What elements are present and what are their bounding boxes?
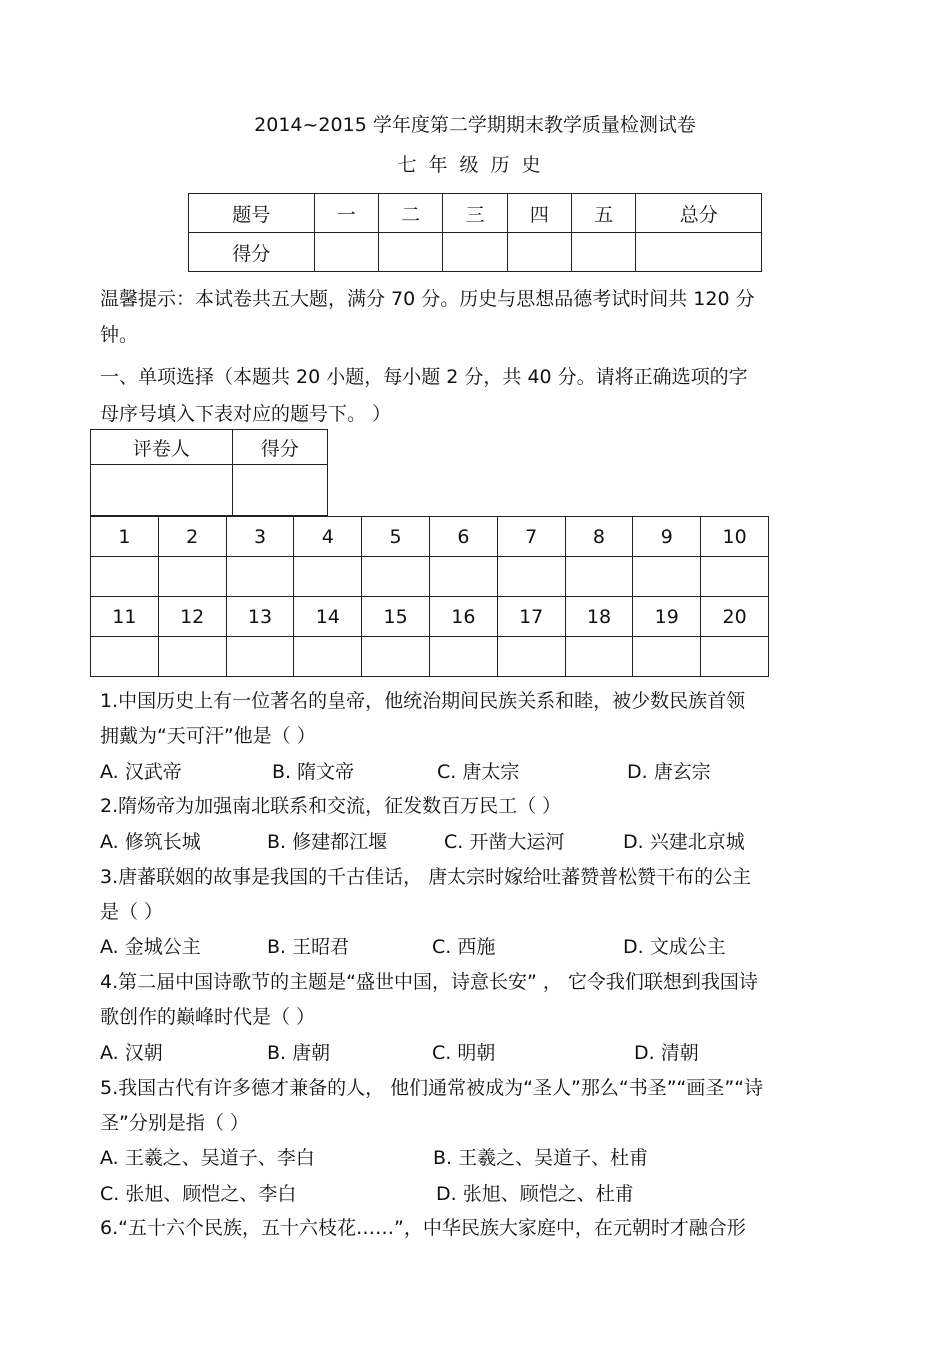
score-header-cell: 题号 bbox=[189, 194, 315, 233]
question-number: 8 bbox=[565, 517, 633, 557]
q5-option-c[interactable]: C. 张旭、顾恺之、李白 bbox=[100, 1183, 297, 1205]
score-table bbox=[188, 193, 762, 272]
answer-cell[interactable] bbox=[565, 557, 633, 597]
grader-score-cell[interactable] bbox=[232, 465, 327, 516]
question-number: 12 bbox=[158, 597, 226, 637]
answer-cell[interactable] bbox=[91, 557, 159, 597]
question-number: 1 bbox=[91, 517, 159, 557]
question-number: 15 bbox=[362, 597, 430, 637]
score-header-cell: 总分 bbox=[636, 194, 762, 233]
answer-cell[interactable] bbox=[701, 637, 769, 677]
score-row-label: 得分 bbox=[189, 233, 315, 272]
answer-blank-row bbox=[91, 557, 769, 597]
q5-stem-line-2: 圣”分别是指（ ） bbox=[100, 1112, 249, 1134]
question-number: 2 bbox=[158, 517, 226, 557]
answer-cell[interactable] bbox=[226, 637, 294, 677]
q1-option-c[interactable]: C. 唐太宗 bbox=[437, 761, 520, 783]
q4-option-d[interactable]: D. 清朝 bbox=[634, 1042, 699, 1064]
score-cell[interactable] bbox=[443, 233, 507, 272]
question-number: 7 bbox=[497, 517, 565, 557]
question-number: 19 bbox=[633, 597, 701, 637]
answer-cell[interactable] bbox=[294, 557, 362, 597]
score-table-score-row bbox=[189, 233, 762, 272]
q5-option-a[interactable]: A. 王羲之、吴道子、李白 bbox=[100, 1147, 315, 1169]
q3-option-b[interactable]: B. 王昭君 bbox=[267, 936, 350, 958]
q1-stem-line-2: 拥戴为“天可汗”他是（ ） bbox=[100, 725, 316, 747]
q3-option-c[interactable]: C. 西施 bbox=[432, 936, 496, 958]
answer-cell[interactable] bbox=[497, 637, 565, 677]
answer-table bbox=[90, 516, 769, 677]
question-number: 6 bbox=[429, 517, 497, 557]
question-number: 20 bbox=[701, 597, 769, 637]
q4-stem-line-2: 歌创作的巅峰时代是（ ） bbox=[100, 1006, 316, 1028]
question-number: 18 bbox=[565, 597, 633, 637]
answer-cell[interactable] bbox=[158, 637, 226, 677]
answer-blank-row bbox=[91, 637, 769, 677]
score-cell[interactable] bbox=[572, 233, 636, 272]
score-header-cell: 五 bbox=[572, 194, 636, 233]
answer-cell[interactable] bbox=[362, 637, 430, 677]
answer-cell[interactable] bbox=[158, 557, 226, 597]
notice-line-2: 钟。 bbox=[100, 324, 139, 346]
q1-option-d[interactable]: D. 唐玄宗 bbox=[627, 761, 711, 783]
q3-option-a[interactable]: A. 金城公主 bbox=[100, 936, 201, 958]
score-header-cell: 三 bbox=[443, 194, 507, 233]
q2-option-a[interactable]: A. 修筑长城 bbox=[100, 831, 201, 853]
q4-option-a[interactable]: A. 汉朝 bbox=[100, 1042, 163, 1064]
grader-score-header: 得分 bbox=[232, 430, 327, 465]
q2-option-c[interactable]: C. 开凿大运河 bbox=[444, 831, 565, 853]
answer-cell[interactable] bbox=[633, 557, 701, 597]
score-cell[interactable] bbox=[378, 233, 442, 272]
q5-option-b[interactable]: B. 王羲之、吴道子、杜甫 bbox=[433, 1147, 649, 1169]
question-number: 4 bbox=[294, 517, 362, 557]
question-number: 9 bbox=[633, 517, 701, 557]
q4-stem-line-1: 4.第二届中国诗歌节的主题是“盛世中国，诗意长安” ， 它令我们联想到我国诗 bbox=[100, 971, 758, 993]
answer-number-row bbox=[91, 597, 769, 637]
score-header-cell: 四 bbox=[507, 194, 571, 233]
notice-line-1: 温馨提示：本试卷共五大题，满分 70 分。历史与思想品德考试时间共 120 分 bbox=[100, 288, 755, 310]
answer-cell[interactable] bbox=[497, 557, 565, 597]
question-number: 13 bbox=[226, 597, 294, 637]
question-number: 17 bbox=[497, 597, 565, 637]
score-cell[interactable] bbox=[314, 233, 378, 272]
answer-cell[interactable] bbox=[429, 557, 497, 597]
q2-option-d[interactable]: D. 兴建北京城 bbox=[623, 831, 745, 853]
question-number: 11 bbox=[91, 597, 159, 637]
q5-stem-line-1: 5.我国古代有许多德才兼备的人， 他们通常被成为“圣人”那么“书圣”“画圣”“诗 bbox=[100, 1077, 764, 1099]
question-number: 3 bbox=[226, 517, 294, 557]
q1-option-b[interactable]: B. 隋文帝 bbox=[272, 761, 355, 783]
q3-option-d[interactable]: D. 文成公主 bbox=[623, 936, 726, 958]
exam-subtitle: 七年级历史 bbox=[397, 154, 553, 176]
question-number: 16 bbox=[429, 597, 497, 637]
q1-stem-line-1: 1.中国历史上有一位著名的皇帝，他统治期间民族关系和睦，被少数民族首领 bbox=[100, 690, 746, 712]
question-number: 10 bbox=[701, 517, 769, 557]
answer-cell[interactable] bbox=[701, 557, 769, 597]
answer-cell[interactable] bbox=[226, 557, 294, 597]
q2-option-b[interactable]: B. 修建都江堰 bbox=[267, 831, 388, 853]
answer-cell[interactable] bbox=[565, 637, 633, 677]
answer-cell[interactable] bbox=[633, 637, 701, 677]
grader-header: 评卷人 bbox=[91, 430, 233, 465]
answer-cell[interactable] bbox=[429, 637, 497, 677]
score-header-cell: 二 bbox=[378, 194, 442, 233]
score-cell[interactable] bbox=[636, 233, 762, 272]
score-table-header-row bbox=[189, 194, 762, 233]
grader-cell[interactable] bbox=[91, 465, 233, 516]
q3-stem-line-1: 3.唐蕃联姻的故事是我国的千古佳话， 唐太宗时嫁给吐蕃赞普松赞干布的公主 bbox=[100, 866, 752, 888]
score-cell[interactable] bbox=[507, 233, 571, 272]
q4-option-b[interactable]: B. 唐朝 bbox=[267, 1042, 331, 1064]
section1-line-2: 母序号填入下表对应的题号下。 ） bbox=[100, 403, 392, 425]
score-header-cell: 一 bbox=[314, 194, 378, 233]
q1-option-a[interactable]: A. 汉武帝 bbox=[100, 761, 182, 783]
answer-cell[interactable] bbox=[91, 637, 159, 677]
q2-stem-line-1: 2.隋炀帝为加强南北联系和交流，征发数百万民工（ ） bbox=[100, 795, 562, 817]
question-number: 5 bbox=[362, 517, 430, 557]
question-number: 14 bbox=[294, 597, 362, 637]
q4-option-c[interactable]: C. 明朝 bbox=[432, 1042, 496, 1064]
section1-line-1: 一、单项选择（本题共 20 小题，每小题 2 分，共 40 分。请将正确选项的字 bbox=[100, 366, 748, 388]
q5-option-d[interactable]: D. 张旭、顾恺之、杜甫 bbox=[436, 1183, 634, 1205]
q6-stem-line-1: 6.“五十六个民族，五十六枝花……”，中华民族大家庭中，在元朝时才融合形 bbox=[100, 1217, 746, 1239]
q3-stem-line-2: 是（ ） bbox=[100, 901, 164, 923]
answer-cell[interactable] bbox=[294, 637, 362, 677]
exam-title: 2014~2015 学年度第二学期期末教学质量检测试卷 bbox=[254, 114, 696, 136]
answer-number-row bbox=[91, 517, 769, 557]
grader-table bbox=[90, 429, 328, 516]
answer-cell[interactable] bbox=[362, 557, 430, 597]
